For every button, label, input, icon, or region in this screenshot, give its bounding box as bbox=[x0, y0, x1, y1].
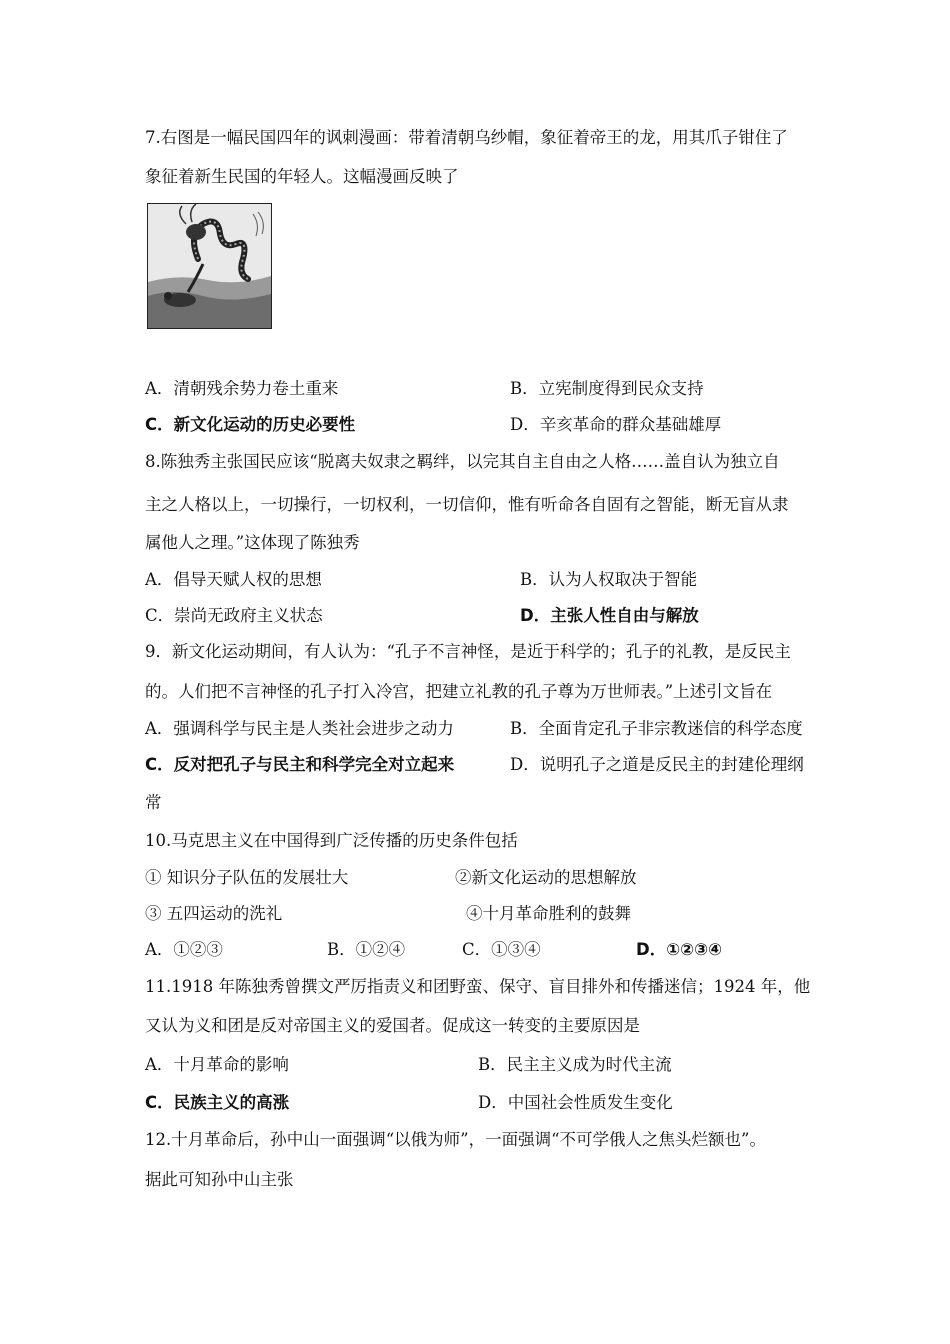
satire-cartoon-image bbox=[147, 203, 272, 329]
q7-stem-line1: 7.右图是一幅民国四年的讽刺漫画：带着清朝乌纱帽，象征着帝王的龙，用其爪子钳住了 bbox=[145, 128, 788, 147]
dragon-cartoon-icon bbox=[148, 204, 271, 328]
q10-item-4: ④十月革命胜利的鼓舞 bbox=[466, 904, 631, 923]
q9-option-d-continuation: 常 bbox=[145, 793, 162, 812]
q8-stem-line2: 主之人格以上，一切操行，一切权利，一切信仰，惟有听命各自固有之智能，断无盲从隶 bbox=[145, 495, 789, 514]
q10-option-c[interactable]: C．①③④ bbox=[462, 940, 541, 959]
q8-option-b[interactable]: B．认为人权取决于智能 bbox=[520, 570, 698, 589]
q7-option-d[interactable]: D．辛亥革命的群众基础雄厚 bbox=[510, 415, 722, 434]
q9-option-b[interactable]: B．全面肯定孔子非宗教迷信的科学态度 bbox=[510, 719, 803, 738]
q8-option-a[interactable]: A．倡导天赋人权的思想 bbox=[145, 570, 322, 589]
q11-option-d[interactable]: D．中国社会性质发生变化 bbox=[478, 1093, 673, 1112]
q9-stem-line2: 的。人们把不言神怪的孔子打入冷宫，把建立礼教的孔子尊为万世师表。”上述引文旨在 bbox=[145, 682, 773, 701]
q7-option-c[interactable]: C．新文化运动的历史必要性 bbox=[145, 415, 356, 434]
q12-stem-line2: 据此可知孙中山主张 bbox=[145, 1170, 294, 1189]
q10-stem: 10.马克思主义在中国得到广泛传播的历史条件包括 bbox=[145, 831, 518, 850]
q11-option-b[interactable]: B．民主主义成为时代主流 bbox=[478, 1055, 672, 1074]
q11-stem-line2: 又认为义和团是反对帝国主义的爱国者。促成这一转变的主要原因是 bbox=[145, 1016, 640, 1035]
q10-option-a[interactable]: A．①②③ bbox=[145, 940, 223, 959]
q11-option-a[interactable]: A．十月革命的影响 bbox=[145, 1055, 289, 1074]
q10-item-3: ③ 五四运动的洗礼 bbox=[145, 904, 283, 923]
q8-option-d[interactable]: D．主张人性自由与解放 bbox=[520, 606, 699, 625]
q11-stem-line1: 11.1918 年陈独秀曾撰文严厉指责义和团野蛮、保守、盲目排外和传播迷信；1924 年，他 bbox=[145, 977, 811, 996]
q8-option-c[interactable]: C．崇尚无政府主义状态 bbox=[145, 606, 323, 625]
q9-option-a[interactable]: A．强调科学与民主是人类社会进步之动力 bbox=[145, 719, 454, 738]
q7-stem-line2: 象征着新生民国的年轻人。这幅漫画反映了 bbox=[145, 167, 459, 186]
q7-option-b[interactable]: B．立宪制度得到民众支持 bbox=[510, 379, 704, 398]
q12-stem-line1: 12.十月革命后，孙中山一面强调“以俄为师”，一面强调“不可学俄人之焦头烂额也”。 bbox=[145, 1130, 766, 1149]
q10-item-1: ① 知识分子队伍的发展壮大 bbox=[145, 868, 349, 887]
q9-option-c[interactable]: C．反对把孔子与民主和科学完全对立起来 bbox=[145, 755, 455, 774]
q8-stem-line3: 属他人之理。”这体现了陈独秀 bbox=[145, 533, 360, 552]
q8-stem-line1: 8.陈独秀主张国民应该“脱离夫奴隶之羁绊，以完其自主自由之人格……盖自认为独立自 bbox=[145, 452, 780, 471]
q11-option-c[interactable]: C．民族主义的高涨 bbox=[145, 1093, 290, 1112]
q10-item-2: ②新文化运动的思想解放 bbox=[455, 868, 637, 887]
q10-option-d[interactable]: D．①②③④ bbox=[636, 940, 723, 959]
q9-option-d[interactable]: D．说明孔子之道是反民主的封建伦理纲 bbox=[510, 755, 804, 774]
q10-option-b[interactable]: B．①②④ bbox=[327, 940, 406, 959]
q9-stem-line1: 9．新文化运动期间，有人认为：“孔子不言神怪，是近于科学的；孔子的礼教，是反民主 bbox=[145, 642, 791, 661]
q7-option-a[interactable]: A．清朝残余势力卷土重来 bbox=[145, 379, 339, 398]
